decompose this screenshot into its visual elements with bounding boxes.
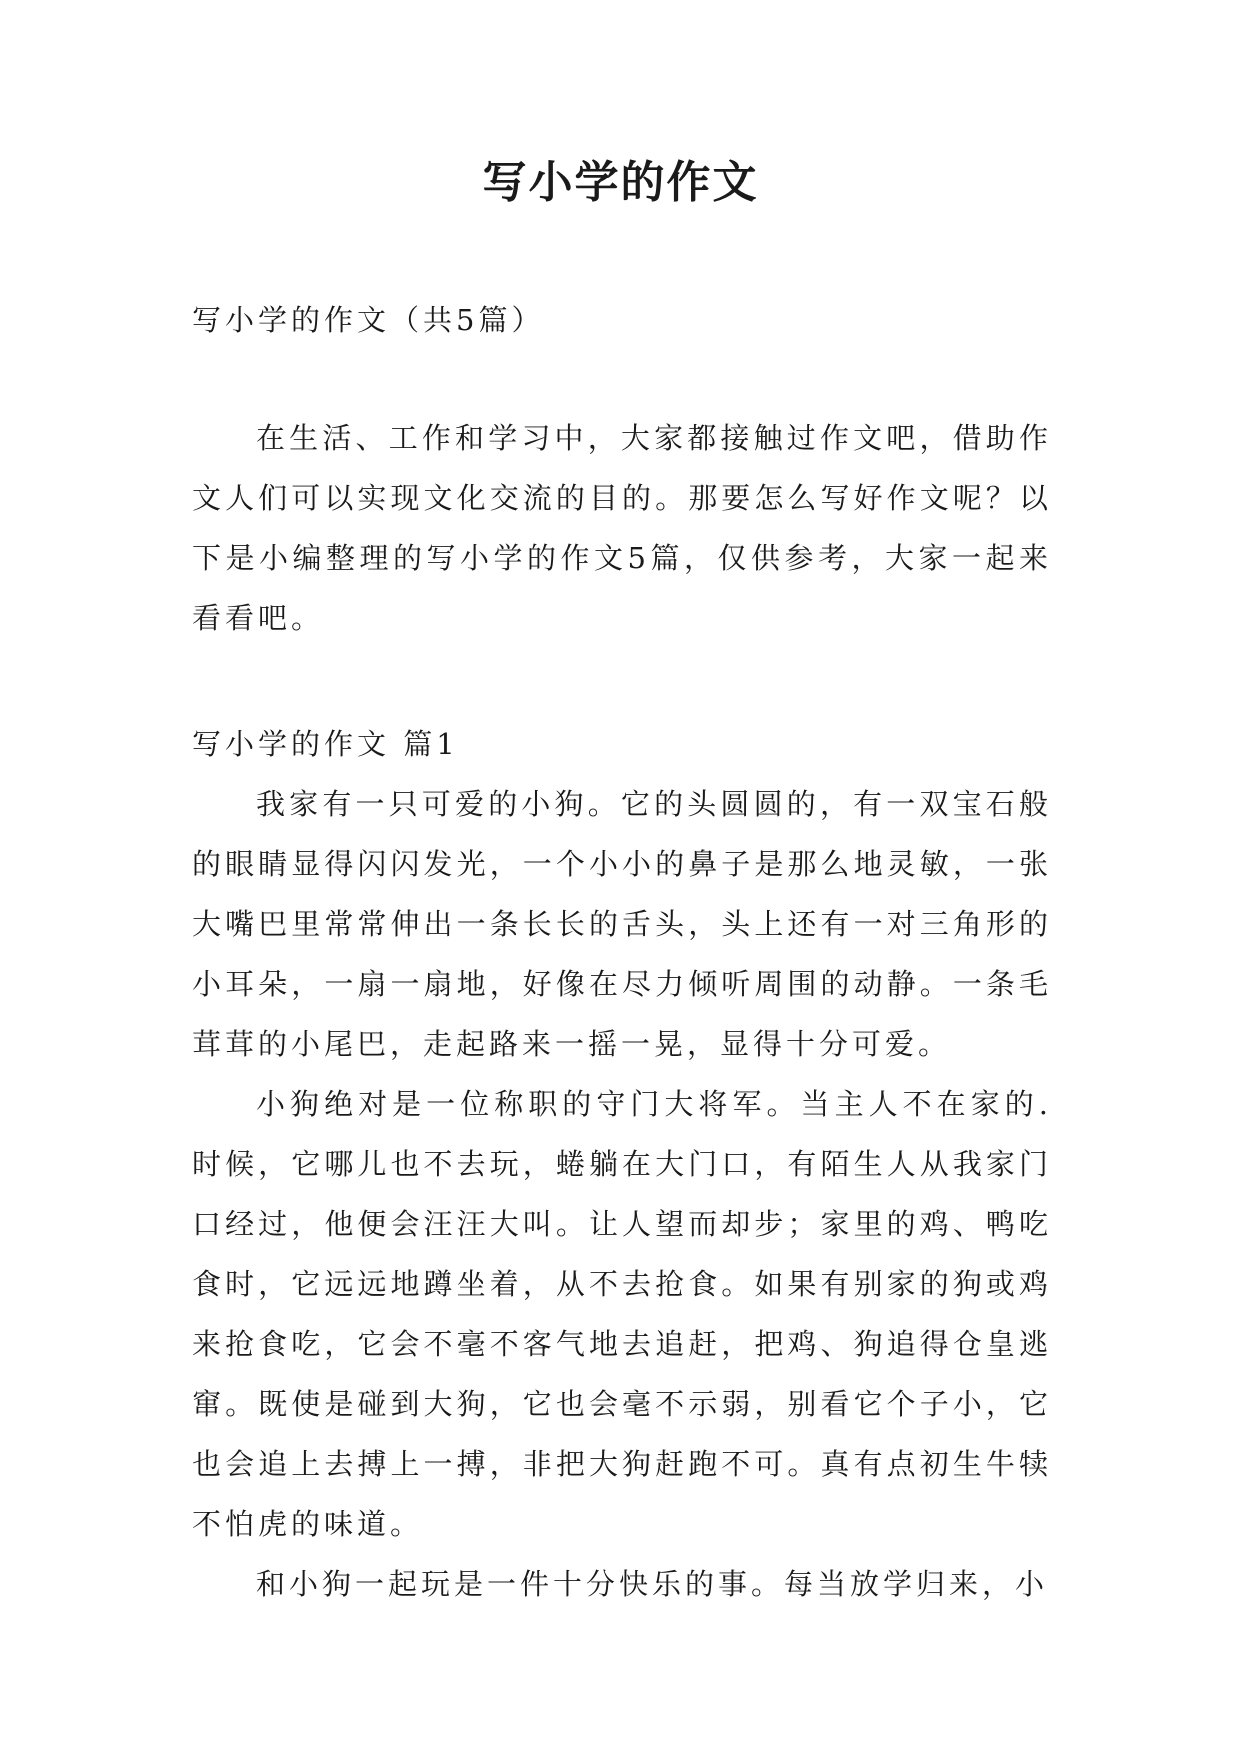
document-body <box>192 290 1052 1614</box>
document-title: 写小学的作文 <box>482 157 759 208</box>
body-paragraph: 我家有一只可爱的小狗。它的头圆圆的，有一双宝石般的眼睛显得闪闪发光，一个小小的鼻子是那么地灵敏，一张大嘴巴里常常伸出一条长长的舌头，头上还有一对三角形的小耳朵，一扇一扇地，好像在尽力倾听周围的动静。一条毛茸茸的小尾巴，走起路来一摇一晃，显得十分可爱。 <box>192 787 1052 1061</box>
document-subtitle: 写小学的作文（共5篇） <box>192 303 545 337</box>
spacer <box>192 648 1052 714</box>
body-paragraph: 和小狗一起玩是一件十分快乐的事。每当放学归来，小 <box>256 1567 1049 1601</box>
spacer <box>192 350 1052 408</box>
section-heading: 写小学的作文 篇1 <box>192 727 459 761</box>
body-paragraph: 小狗绝对是一位称职的守门大将军。当主人不在家的.时候，它哪儿也不去玩，蜷躺在大门口，有陌生人从我家门口经过，他便会汪汪大叫。让人望而却步；家里的鸡、鸭吃食时，它远远地蹲坐着，从不去抢食。如果有别家的狗或鸡来抢食吃，它会不毫不客气地去追赶，把鸡、狗追得仓皇逃窜。既使是碰到大狗，它也会毫不示弱，别看它个子小，它也会追上去搏上一搏，非把大狗赶跑不可。真有点初生牛犊不怕虎的味道。 <box>192 1087 1052 1541</box>
intro-paragraph: 在生活、工作和学习中，大家都接触过作文吧，借助作文人们可以实现文化交流的目的。那要怎么写好作文呢？以下是小编整理的写小学的作文5篇，仅供参考，大家一起来看看吧。 <box>192 421 1052 635</box>
